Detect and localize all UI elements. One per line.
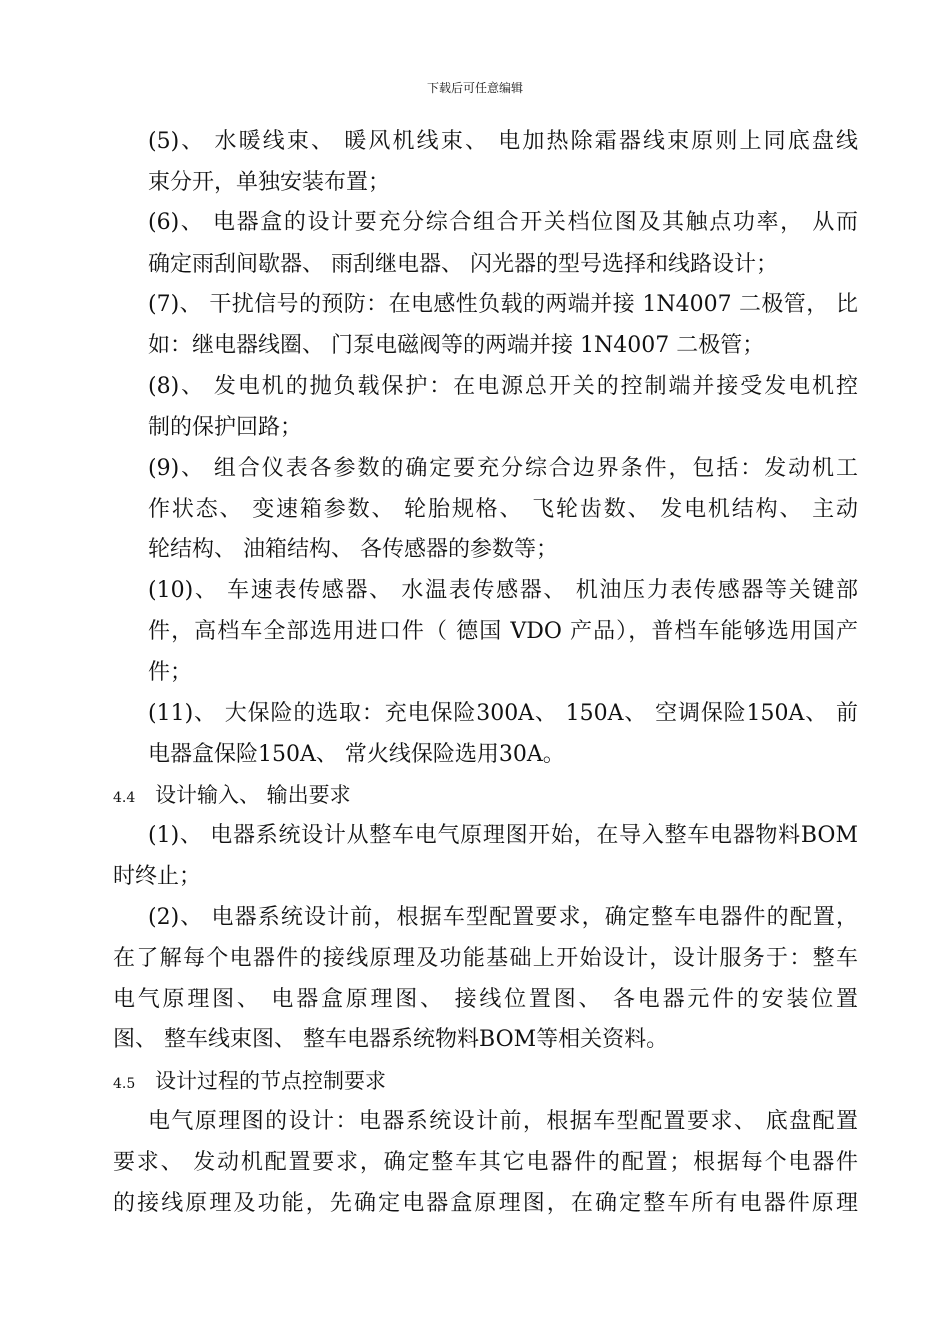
text-line: 电气原理图、 电器盒原理图、 接线位置图、 各电器元件的安装位置 xyxy=(113,987,858,1012)
section-heading xyxy=(113,1066,386,1096)
section-number: 4.5 xyxy=(113,1076,136,1092)
text-line: 制的保护回路； xyxy=(148,415,303,440)
text-line: 确定雨刮间歇器、 雨刮继电器、 闪光器的型号选择和线路设计； xyxy=(148,252,778,277)
text-line: 图、 整车线束图、 整车电器系统物料BOM等相关资料。 xyxy=(113,1027,669,1052)
section-title: 设计输入、 输出要求 xyxy=(155,783,351,807)
text-line: 如：继电器线圈、 门泵电磁阀等的两端并接 1N4007 二极管； xyxy=(148,333,765,358)
text-line: 要求、 发动机配置要求，确定整车其它电器件的配置；根据每个电器件 xyxy=(113,1150,858,1175)
text-line: 束分开，单独安装布置； xyxy=(148,170,391,195)
text-line: 时终止； xyxy=(113,864,202,889)
text-line: 电器盒保险150A、 常火线保险选用30A。 xyxy=(148,742,565,767)
text-line: (6)、 电器盒的设计要充分综合组合开关档位图及其触点功率， 从而 xyxy=(148,210,858,235)
text-line: 的接线原理及功能，先确定电器盒原理图，在确定整车所有电器件原理 xyxy=(113,1191,858,1216)
text-line: (11)、 大保险的选取：充电保险300A、 150A、 空调保险150A、 前 xyxy=(148,701,858,726)
text-line: (5)、 水暖线束、 暖风机线束、 电加热除霜器线束原则上同底盘线 xyxy=(148,129,858,154)
text-line: (2)、 电器系统设计前，根据车型配置要求，确定整车电器件的配置， xyxy=(148,905,858,930)
text-line: (8)、 发电机的抛负载保护：在电源总开关的控制端并接受发电机控 xyxy=(148,374,858,399)
text-line: 件； xyxy=(148,660,193,685)
section-title: 设计过程的节点控制要求 xyxy=(155,1069,386,1093)
text-line: 在了解每个电器件的接线原理及功能基础上开始设计，设计服务于：整车 xyxy=(113,946,858,971)
text-line: 轮结构、 油箱结构、 各传感器的参数等； xyxy=(148,537,558,562)
page-header: 下载后可任意编辑 xyxy=(426,81,523,95)
section-number: 4.4 xyxy=(113,790,136,806)
text-line: (1)、 电器系统设计从整车电气原理图开始，在导入整车电器物料BOM xyxy=(148,823,858,848)
text-line: (9)、 组合仪表各参数的确定要充分综合边界条件，包括：发动机工 xyxy=(148,456,858,481)
text-line: 电气原理图的设计：电器系统设计前，根据车型配置要求、 底盘配置 xyxy=(148,1109,858,1134)
text-line: 作状态、 变速箱参数、 轮胎规格、 飞轮齿数、 发电机结构、 主动 xyxy=(148,497,858,522)
text-line: (7)、 干扰信号的预防：在电感性负载的两端并接 1N4007 二极管， 比 xyxy=(148,292,858,317)
text-line: 件，高档车全部选用进口件（ 德国 VDO 产品），普档车能够选用国产 xyxy=(148,619,858,644)
text-line: (10)、 车速表传感器、 水温表传感器、 机油压力表传感器等关键部 xyxy=(148,578,858,603)
section-heading xyxy=(113,780,351,810)
